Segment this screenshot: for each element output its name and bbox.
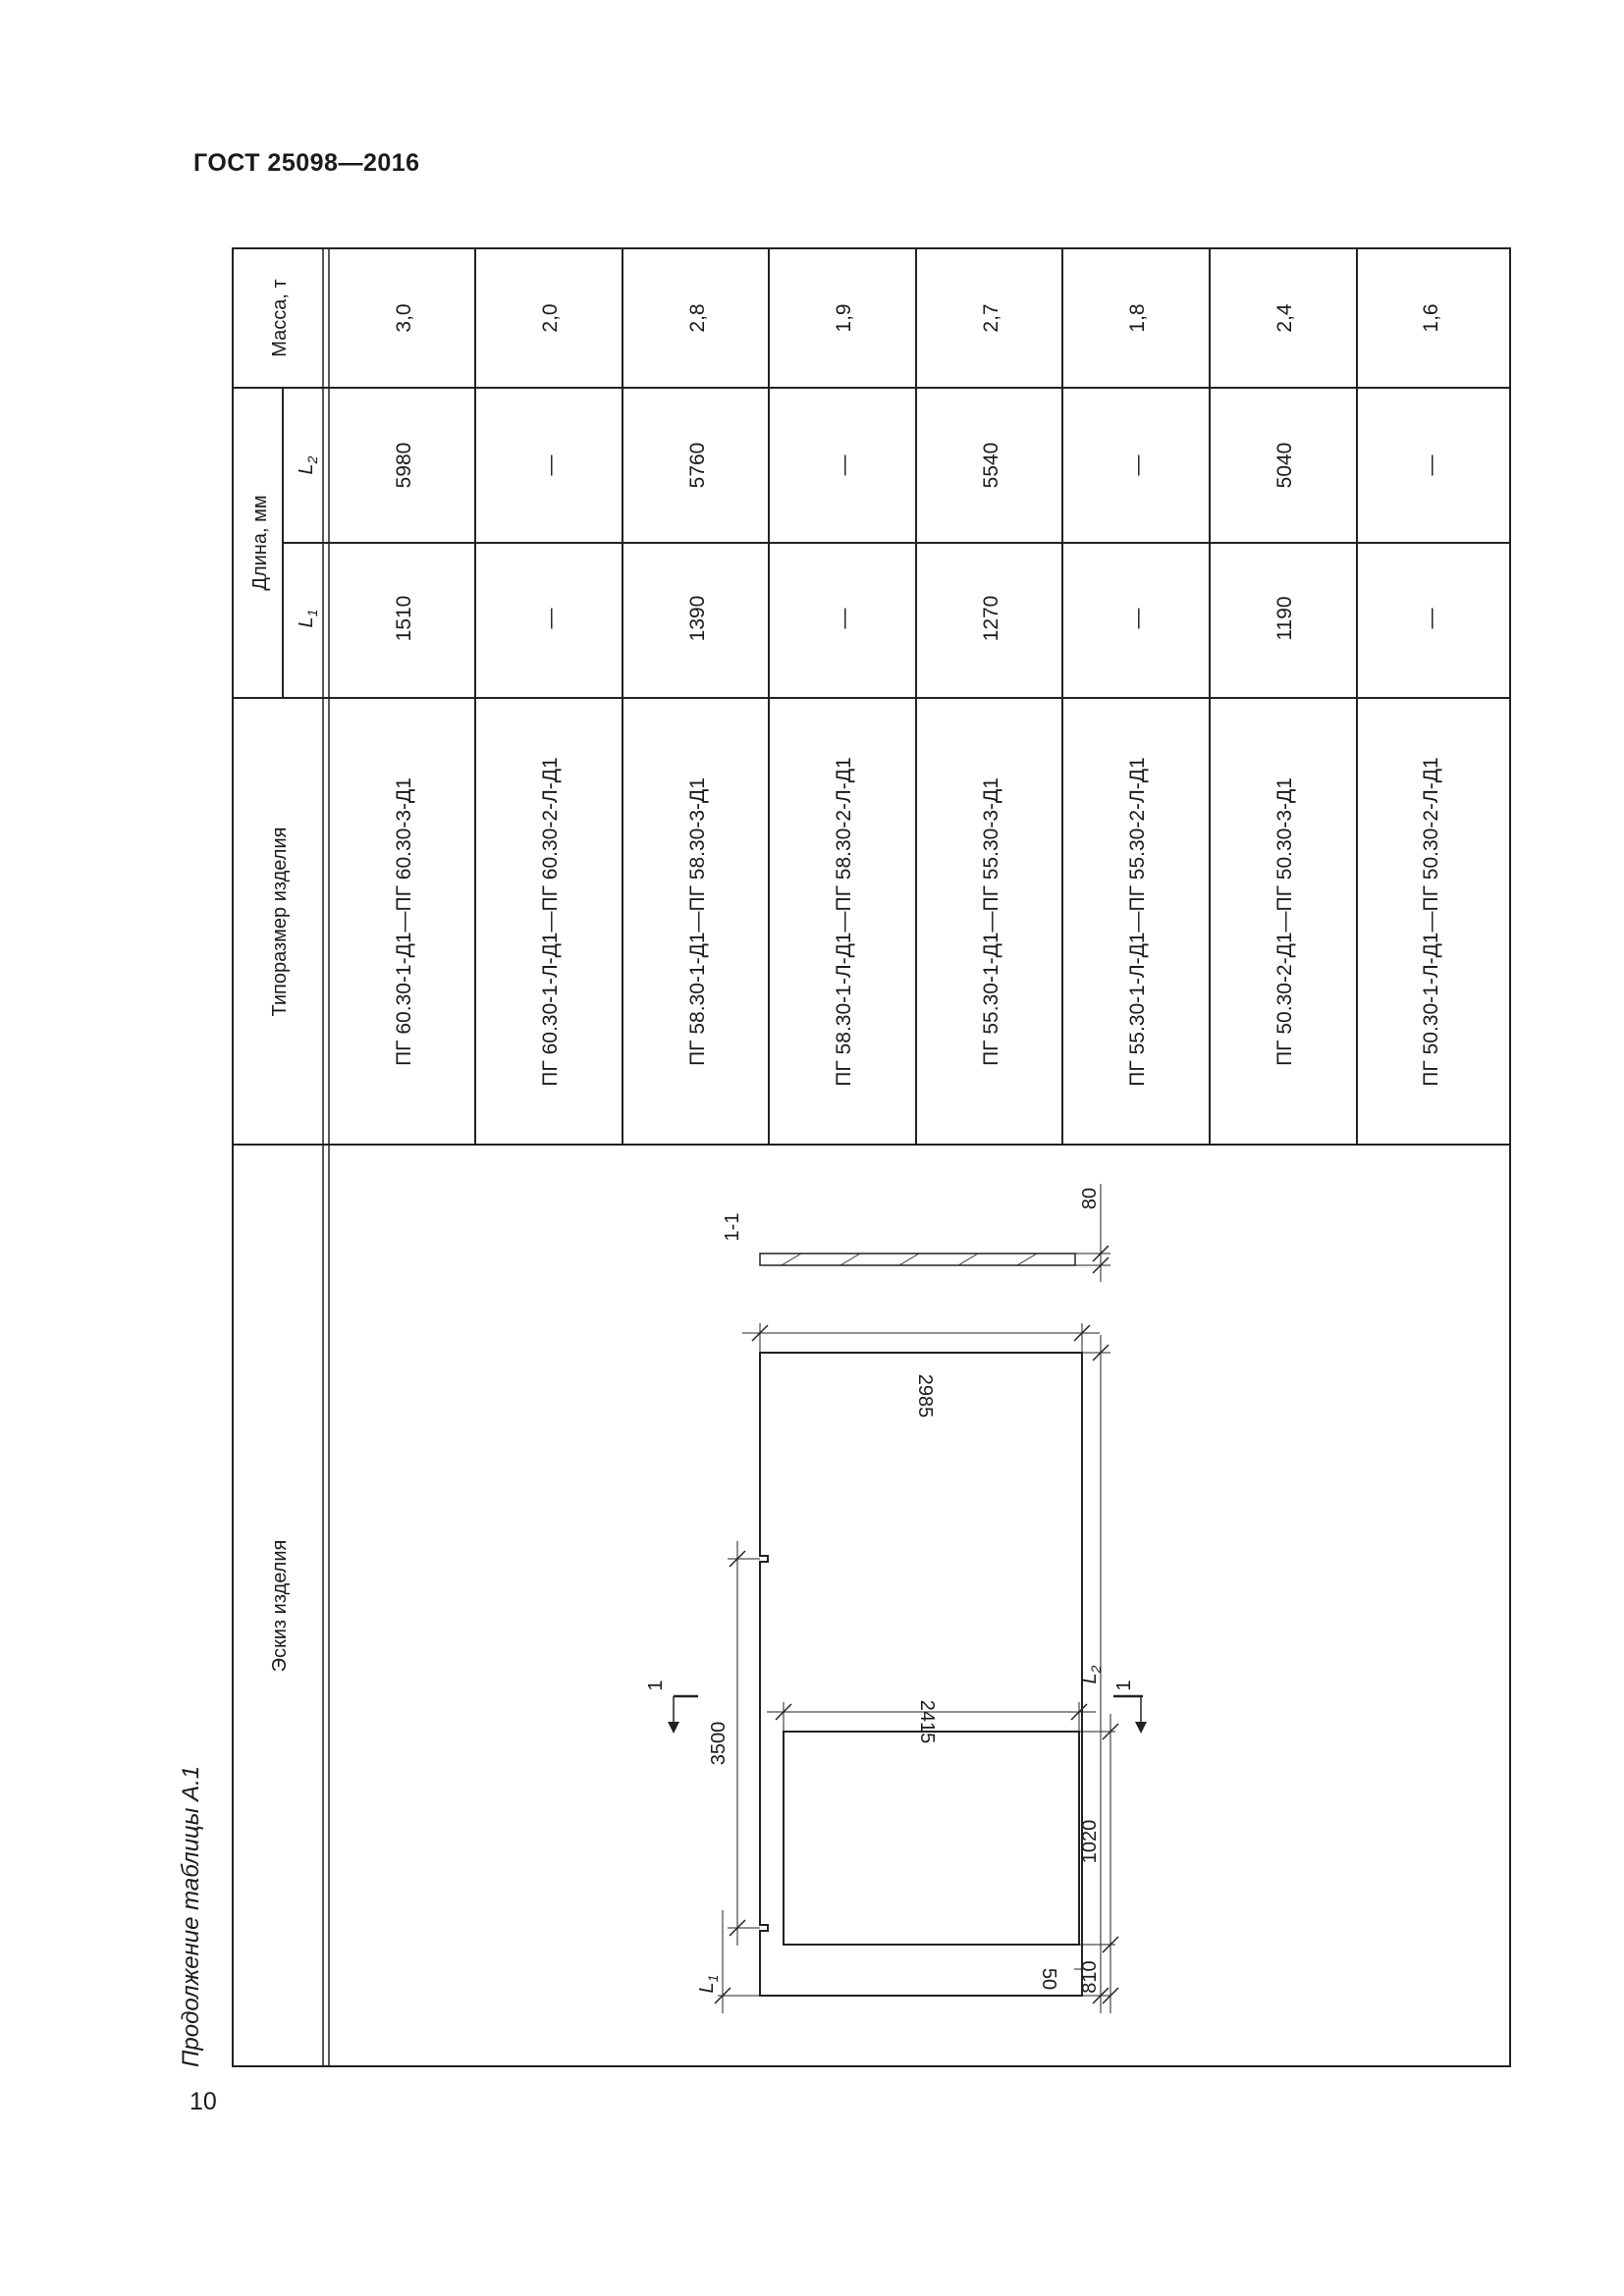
cell-type: ПГ 58.30-1-Д1—ПГ 58.30-3-Д1 [686,777,709,1066]
cell-l1: — [1126,608,1149,629]
cell-mass: 1,8 [1126,303,1149,333]
dim-width: 2985 [914,1373,936,1418]
cell-l2: — [1420,454,1442,476]
dim-opening: 2415 [916,1699,938,1744]
cell-mass: 3,0 [393,303,415,333]
cell-l1: 1190 [1273,596,1296,641]
cell-mass: 2,4 [1273,303,1296,333]
table-row [980,303,1002,1066]
cell-mass: 2,0 [539,303,562,333]
table-row [1273,303,1296,1066]
dim-spacing: 3500 [708,1721,730,1766]
cell-type: ПГ 58.30-1-Л-Д1—ПГ 58.30-2-Л-Д1 [833,757,855,1087]
cell-l1: — [539,608,562,629]
panel-outline [760,1353,1082,1996]
cell-type: ПГ 50.30-2-Д1—ПГ 50.30-3-Д1 [1273,777,1296,1066]
header-l1: $L_1$ [296,609,320,628]
cell-mass: 1,6 [1420,303,1442,333]
table-row [1126,303,1149,1086]
cell-mass: 1,9 [833,303,855,333]
data-table [232,247,1511,2067]
dim-opening-height: 1020 [1079,1819,1101,1864]
cell-mass: 2,7 [980,303,1002,333]
cell-mass: 2,8 [686,303,709,333]
cell-l1: — [1420,608,1442,629]
document-header: ГОСТ 25098—2016 [193,149,420,177]
header-mass: Масса, т [269,279,291,357]
cell-l2: 5980 [393,442,415,489]
section-strip [760,1254,1075,1265]
cut-mark-bottom: 1 [1113,1680,1135,1691]
cell-l1: 1270 [980,595,1002,642]
table-row [833,303,855,1086]
table-caption: Продолжение таблицы А.1 [178,1765,204,2067]
cell-l1: 1390 [686,595,709,642]
cell-type: ПГ 55.30-1-Л-Д1—ПГ 55.30-2-Л-Д1 [1126,757,1149,1087]
cut-mark-top: 1 [645,1680,667,1691]
header-sketch: Эскиз изделия [269,1539,291,1673]
label-l1: $L_1$ [696,1974,721,1994]
cell-l2: 5540 [980,442,1002,489]
cell-type: ПГ 50.30-1-Л-Д1—ПГ 50.30-2-Л-Д1 [1420,757,1442,1087]
cell-type: ПГ 60.30-1-Л-Д1—ПГ 60.30-2-Л-Д1 [539,757,562,1087]
cell-l2: — [1126,454,1149,476]
table-row [393,303,415,1066]
table-row [1420,303,1442,1086]
table-row [686,303,709,1066]
cell-l2: — [539,454,562,476]
header-type: Типоразмер изделия [269,827,291,1017]
dim-offset: 810 [1079,1960,1101,1994]
cell-l2: 5760 [686,442,709,489]
table-row [539,303,562,1086]
dim-thickness: 80 [1079,1187,1101,1210]
page-number: 10 [189,2088,217,2115]
cell-l2: — [833,454,855,476]
header-length: Длина, мм [249,495,271,591]
table-border [233,248,1510,2066]
panel-opening [784,1732,1079,1945]
dim-edge: 50 [1038,1967,1059,1991]
rotated-table-block [178,247,1511,2067]
cell-l2: 5040 [1273,442,1296,489]
cell-l1: — [833,608,855,629]
label-l2: $L_2$ [1079,1665,1104,1684]
section-label: 1-1 [722,1212,743,1242]
cell-type: ПГ 60.30-1-Д1—ПГ 60.30-3-Д1 [393,777,415,1066]
cell-l1: 1510 [393,595,415,642]
cell-type: ПГ 55.30-1-Д1—ПГ 55.30-3-Д1 [980,777,1002,1066]
panel-sketch [674,1184,1143,2013]
header-l2: $L_2$ [296,455,320,475]
